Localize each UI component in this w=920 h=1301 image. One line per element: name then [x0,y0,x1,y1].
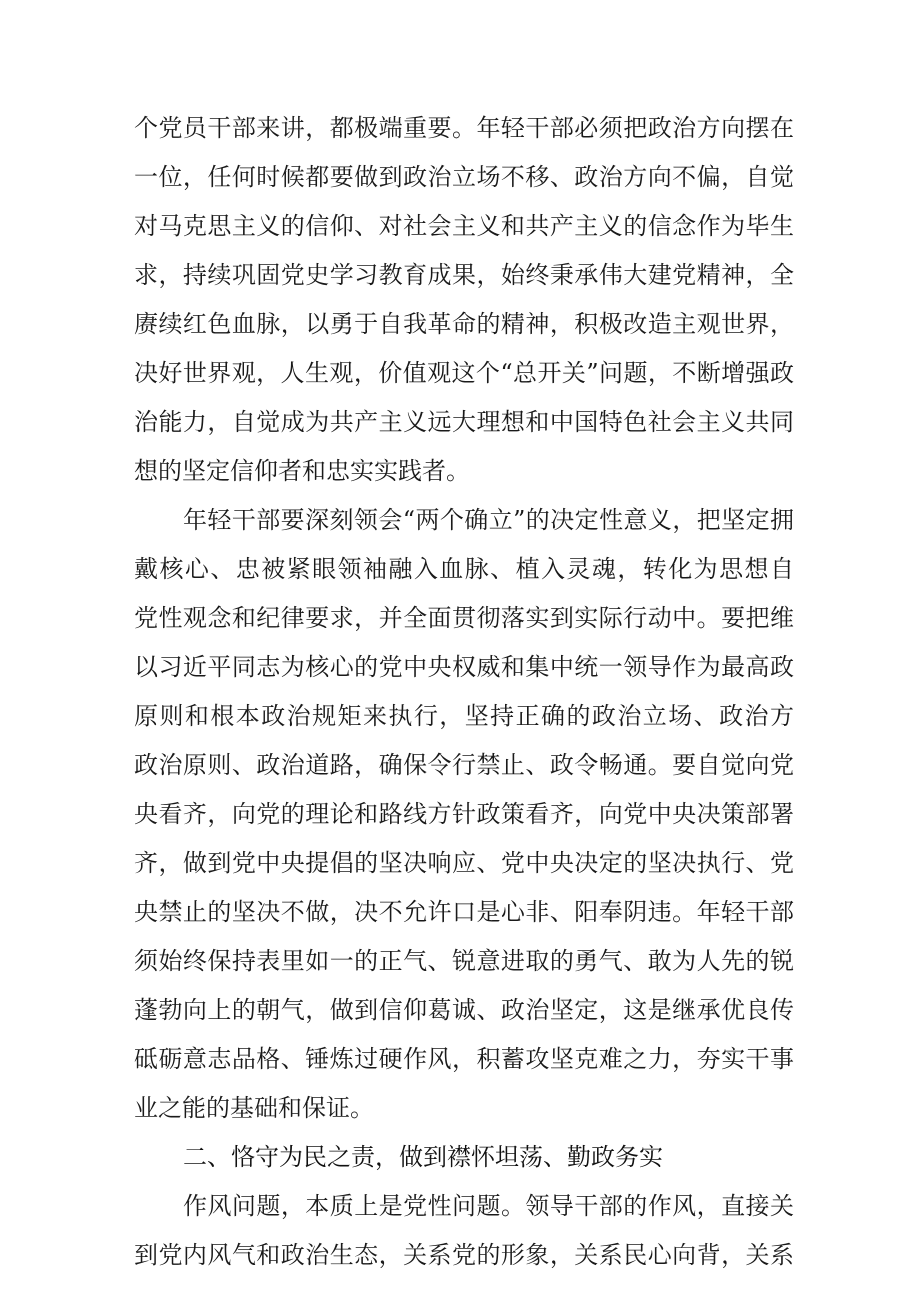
text-line: 央禁止的坚决不做，决不允许口是心非、阳奉阴违。年轻干部 [134,898,794,926]
text-line: 一位，任何时候都要做到政治立场不移、政治方向不偏，自觉 [134,163,794,191]
text-line: 以习近平同志为核心的党中央权威和集中统一领导作为最高政 [134,653,794,681]
text-line: 个党员干部来讲，都极端重要。年轻干部必须把政治方向摆在 [134,114,794,142]
text-line: 业之能的基础和保证。 [134,1094,374,1122]
text-line: 须始终保持表里如一的正气、锐意进取的勇气、敢为人先的锐 [134,947,794,975]
text-line: 到党内风气和政治生态，关系党的形象，关系民心向背，关系 [134,1241,794,1269]
text-line: 求，持续巩固党史学习教育成果，始终秉承伟大建党精神，全 [134,261,794,289]
text-line: 治能力，自觉成为共产主义远大理想和中国特色社会主义共同 [134,408,794,436]
text-line: 作风问题，本质上是党性问题。领导干部的作风，直接关 [183,1192,794,1220]
text-line: 决好世界观，人生观，价值观这个“总开关”问题，不断增强政 [134,359,794,387]
text-line: 政治原则、政治道路，确保令行禁止、政令畅通。要自觉向党 [134,751,794,779]
text-line: 年轻干部要深刻领会“两个确立”的决定性意义，把坚定拥 [183,506,794,534]
text-line: 想的坚定信仰者和忠实实践者。 [134,457,470,485]
text-line: 原则和根本政治规矩来执行，坚持正确的政治立场、政治方 [134,702,794,730]
text-line: 赓续红色血脉，以勇于自我革命的精神，积极改造主观世界， [134,310,794,338]
text-line: 对马克思主义的信仰、对社会主义和共产主义的信念作为毕生 [134,212,794,240]
text-line: 砥砺意志品格、锤炼过硬作风，积蓄攻坚克难之力，夯实干事 [134,1045,794,1073]
text-line: 戴核心、忠被紧眼领袖融入血脉、植入灵魂，转化为思想自 [134,555,794,583]
text-line: 央看齐，向党的理论和路线方针政策看齐，向党中央决策部署 [134,800,794,828]
text-line: 蓬勃向上的朝气，做到信仰葛诚、政治坚定，这是继承优良传 [134,996,794,1024]
text-line: 党性观念和纪律要求，并全面贯彻落实到实际行动中。要把维 [134,604,794,632]
text-line: 齐，做到党中央提倡的坚决响应、党中央决定的坚决执行、党 [134,849,794,877]
section-heading: 二、恪守为民之责，做到襟怀坦荡、勤政务实 [183,1143,663,1171]
